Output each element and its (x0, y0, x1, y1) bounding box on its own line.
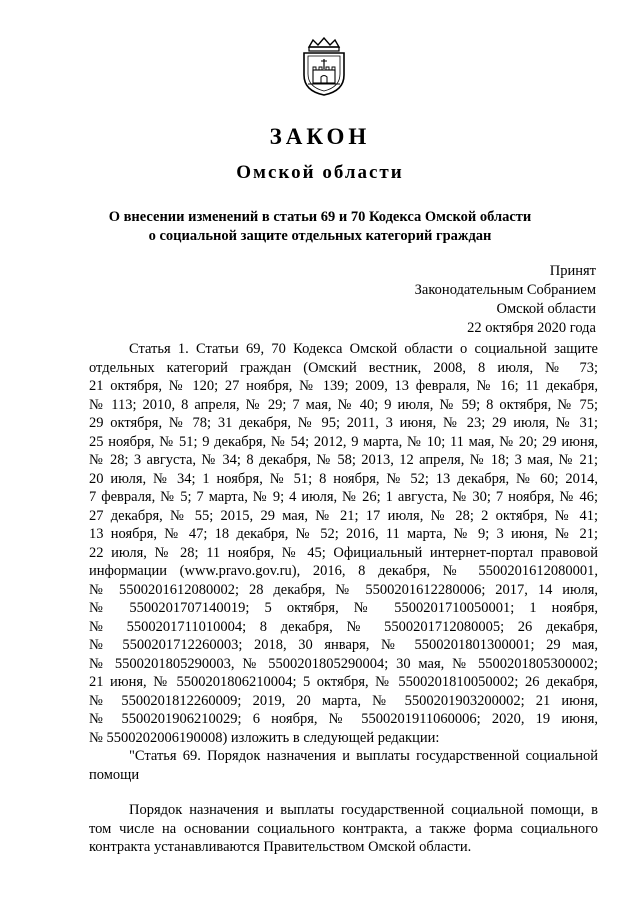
body-line: № 5500201612080002; 28 декабря, № 5500201612280006; 2017, 14 июля, (89, 581, 598, 598)
body-line: 22 июля, № 28; 11 ноября, № 45; Официальный интернет-портал правовой (89, 544, 598, 561)
body-line: 7 февраля, № 5; 7 марта, № 9; 4 июля, № 26; 1 августа, № 30; 7 ноября, № 46; (89, 489, 598, 505)
document-heading (0, 208, 640, 246)
body-line: № 5500201906210029; 6 ноября, № 5500201911060006; 2020, 19 июня, (89, 711, 598, 727)
body-line: № 5500201805290003, № 5500201805290004; 30 мая, № 5500201805300002; (89, 655, 598, 672)
adoption-date: 22 октября 2020 года (467, 320, 596, 336)
adoption-body: Законодательным Собранием (414, 282, 596, 298)
body-line: 20 июля, № 34; 1 ноября, № 51; 8 ноября, № 52; 13 декабря, № 60; 2014, (89, 470, 598, 487)
body-line: № 5500202006190008) изложить в следующей редакции: (89, 729, 440, 746)
body-line: 25 ноября, № 51; 9 декабря, № 54; 2012, 9 марта, № 10; 11 мая, № 20; 29 июня, (89, 433, 598, 450)
omsk-coat-of-arms-icon (299, 37, 349, 97)
body-line: № 5500201711010004; 8 декабря, № 5500201712080005; 26 декабря, (89, 618, 598, 635)
body-line: № 5500201707140019; 5 октября, № 5500201710050001; 1 ноября, (89, 600, 598, 616)
body-line: информации (www.pravo.gov.ru), 2016, 8 декабря, № 5500201612080001, (89, 563, 598, 579)
body-line: № 5500201812260009; 2019, 20 марта, № 5500201903200002; 21 июня, (89, 692, 598, 709)
body-line: контракта устанавливаются Правительством Омской области. (89, 839, 472, 855)
body-line: отдельных категорий граждан (Омский вестник, 2008, 8 июля, № 73; (89, 359, 598, 376)
adoption-region: Омской области (496, 301, 596, 317)
adoption-label: Принят (549, 263, 596, 279)
body-line: 13 ноября, № 47; 18 декабря, № 52; 2016, 11 марта, № 9; 3 июня, № 21; (89, 526, 598, 542)
body-line: том числе на основании социального контракта, а также форма социального (89, 820, 598, 837)
heading-line: О внесении изменений в статьи 69 и 70 Кодекса Омской области (108, 209, 532, 225)
law-title: ЗАКОН (269, 124, 371, 149)
body-line: 29 октября, № 78; 31 декабря, № 95; 2011, 3 июня, № 23; 29 июля, № 31; (89, 415, 598, 431)
article-title-line: "Статья 69. Порядок назначения и выплаты государственной социальной (129, 748, 598, 764)
body-line: Порядок назначения и выплаты государственной социальной помощи, в (129, 802, 598, 818)
body-line: 21 октября, № 120; 27 ноября, № 139; 2009, 13 февраля, № 16; 11 декабря, (89, 378, 598, 394)
body-line: Статья 1. Статьи 69, 70 Кодекса Омской области о социальной защите (129, 341, 598, 357)
region-title: Омской области (236, 162, 404, 183)
body-line: № 5500201712260003; 2018, 30 января, № 5500201801300001; 29 мая, (89, 637, 598, 653)
body-line: 21 июня, № 5500201806210004; 5 октября, № 5500201810050002; 26 декабря, (89, 674, 598, 690)
article-title-line: помощи (89, 766, 140, 783)
body-line: 27 декабря, № 55; 2015, 29 мая, № 21; 17 июля, № 28; 2 октября, № 41; (89, 507, 598, 524)
body-line: № 28; 3 августа, № 34; 8 декабря, № 58; 2013, 12 апреля, № 18; 3 мая, № 21; (89, 452, 598, 468)
body-line: № 113; 2010, 8 апреля, № 29; 7 мая, № 40; 9 июля, № 59; 8 октября, № 75; (89, 396, 598, 413)
heading-line: о социальной защите отдельных категорий граждан (148, 228, 492, 244)
